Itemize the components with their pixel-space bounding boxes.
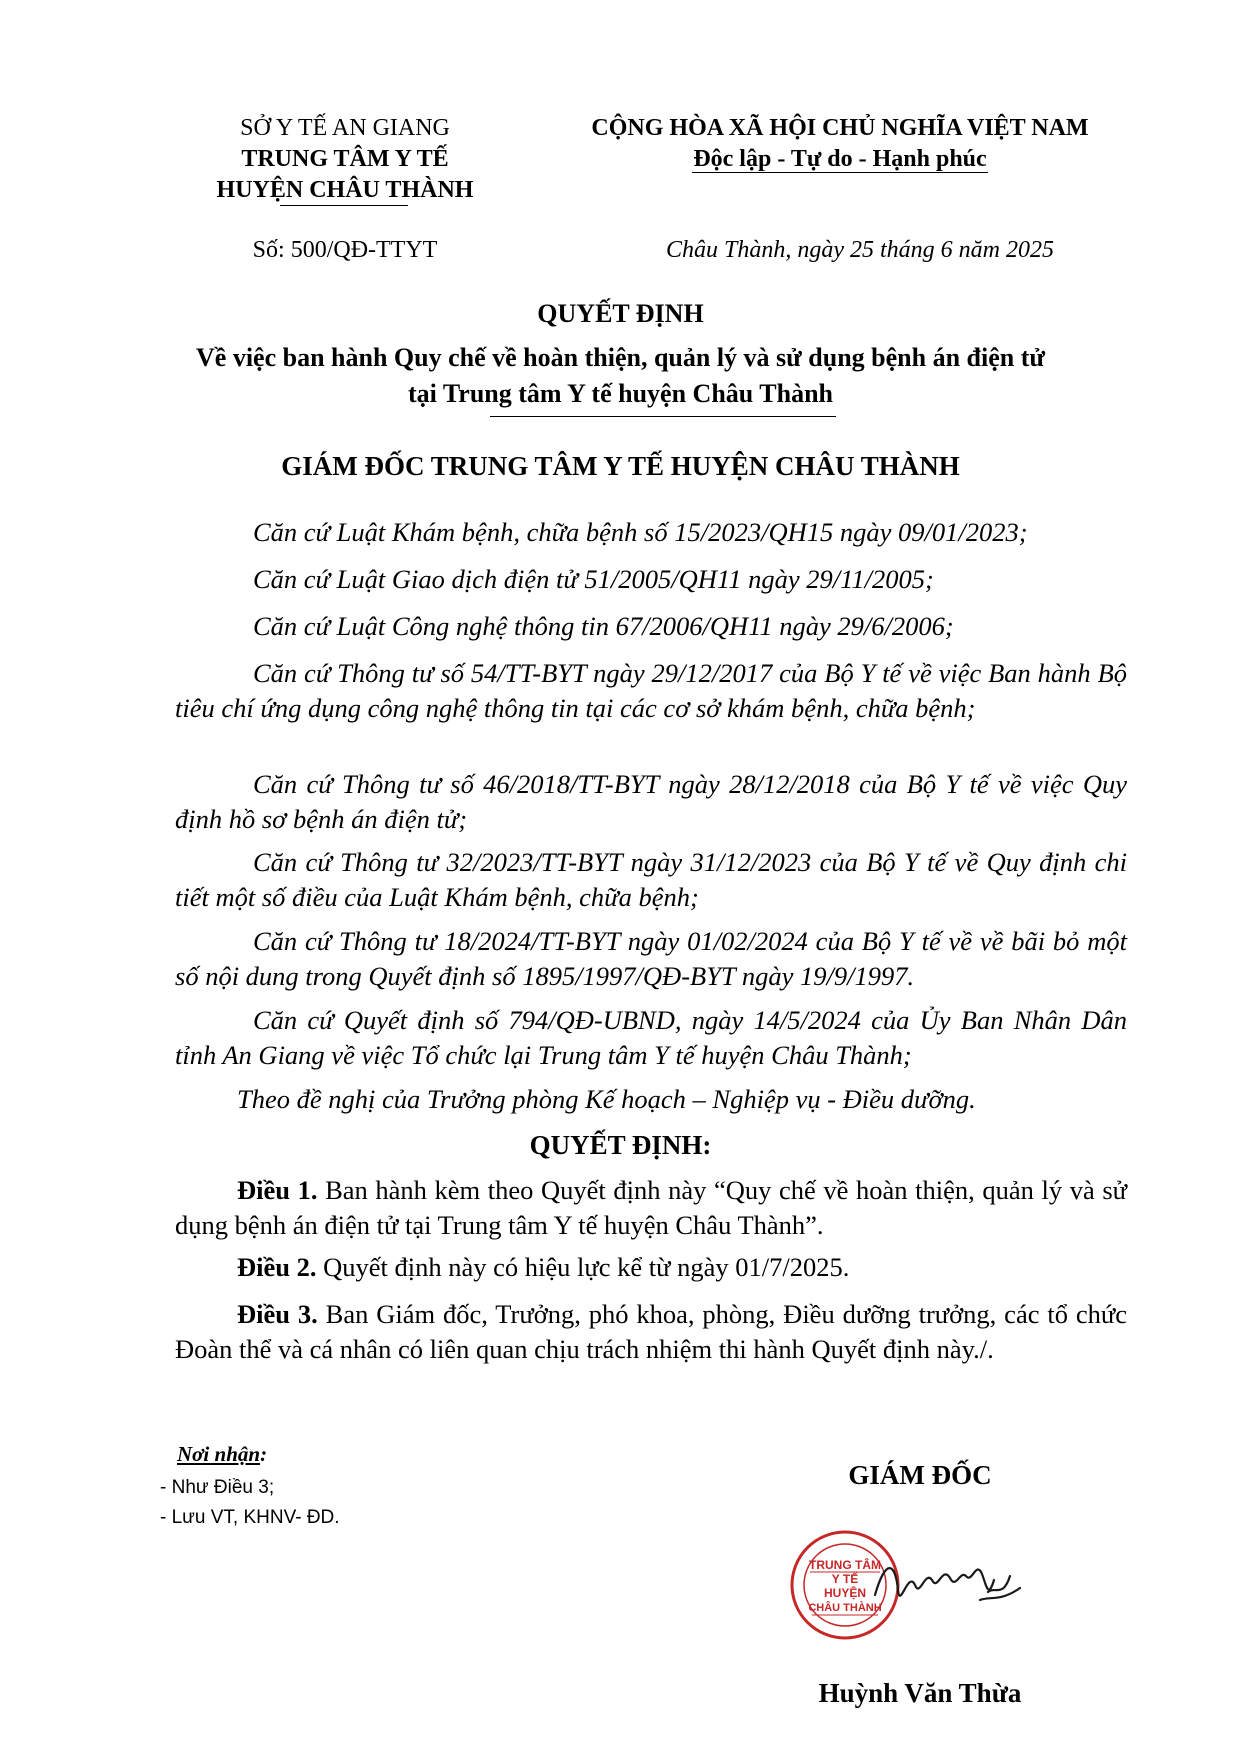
- motto: Độc lập - Tự do - Hạnh phúc: [693, 146, 987, 172]
- seal-text-2: Y TẾ: [831, 1572, 859, 1586]
- recipients-title: [177, 1442, 267, 1467]
- signer-position: GIÁM ĐỐC: [848, 1460, 992, 1490]
- agency-underline: [280, 205, 408, 206]
- legal-basis-7: Căn cứ Thông tư 18/2024/TT-BYT ngày 01/02/2024 của Bộ Y tế về về bãi bỏ một số nội dung trong Quyết định số 1895/1997/QĐ-BYT ngày 19/9/1997.: [175, 926, 1127, 991]
- article-3-label: Điều 3.: [237, 1299, 318, 1329]
- article-1: [175, 1173, 1127, 1243]
- article-2: [175, 1250, 1127, 1285]
- agency-name-line1: TRUNG TÂM Y TẾ: [241, 146, 449, 172]
- legal-basis-6: Căn cứ Thông tư 32/2023/TT-BYT ngày 31/12/2023 của Bộ Y tế về Quy định chi tiết một số điều của Luật Khám bệnh, chữa bệnh;: [175, 847, 1127, 912]
- seal-text-1: TRUNG TÂM: [809, 1558, 881, 1572]
- article-1-label: Điều 1.: [237, 1175, 318, 1205]
- recipient-item: - Như Điều 3;: [160, 1477, 275, 1498]
- article-2-label: Điều 2.: [237, 1252, 317, 1282]
- agency-name-line2: HUYỆN CHÂU THÀNH: [216, 177, 474, 203]
- issuing-authority: GIÁM ĐỐC TRUNG TÂM Y TẾ HUYỆN CHÂU THÀNH: [281, 451, 960, 481]
- legal-basis-4: Căn cứ Thông tư số 54/TT-BYT ngày 29/12/2017 của Bộ Y tế về việc Ban hành Bộ tiêu chí ứng dụng công nghệ thông tin tại các cơ sở khám bệnh, chữa bệnh;: [175, 658, 1127, 723]
- article-2-text: Quyết định này có hiệu lực kể từ ngày 01/7/2025.: [316, 1252, 850, 1282]
- title-underline: [490, 416, 836, 417]
- legal-basis-8: Căn cứ Quyết định số 794/QĐ-UBND, ngày 14/5/2024 của Ủy Ban Nhân Dân tỉnh An Giang về việc Tổ chức lại Trung tâm Y tế huyện Châu Thành;: [175, 1005, 1127, 1070]
- document-date: Châu Thành, ngày 25 tháng 6 năm 2025: [665, 237, 1054, 263]
- subject-line-1: Về việc ban hành Quy chế về hoàn thiện, quản lý và sử dụng bệnh án điện tử: [196, 343, 1045, 372]
- document-title: QUYẾT ĐỊNH: [537, 299, 704, 328]
- parent-agency: SỞ Y TẾ AN GIANG: [240, 115, 450, 141]
- legal-basis-1: Căn cứ Luật Khám bệnh, chữa bệnh số 15/2023/QH15 ngày 09/01/2023;: [253, 517, 1028, 547]
- recipient-item: - Lưu VT, KHNV- ĐD.: [160, 1507, 340, 1528]
- legal-basis-5: Căn cứ Thông tư số 46/2018/TT-BYT ngày 28/12/2018 của Bộ Y tế về việc Quy định hồ sơ bệnh án điện tử;: [175, 769, 1127, 834]
- country-name: CỘNG HÒA XÃ HỘI CHỦ NGHĨA VIỆT NAM: [591, 115, 1089, 141]
- recipients-title-text: Nơi nhận: [177, 1442, 261, 1466]
- proposal-basis: Theo đề nghị của Trưởng phòng Kế hoạch – Nghiệp vụ - Điều dưỡng.: [237, 1084, 976, 1114]
- signature-graphic: [870, 1540, 1050, 1630]
- seal-text-3: HUYỆN: [823, 1586, 867, 1600]
- legal-basis-2: Căn cứ Luật Giao dịch điện tử 51/2005/QH11 ngày 29/11/2005;: [253, 564, 934, 594]
- document-number: Số: 500/QĐ-TTYT: [252, 237, 438, 263]
- signer-name: Huỳnh Văn Thừa: [818, 1678, 1022, 1708]
- subject-line-2: tại Trung tâm Y tế huyện Châu Thành: [407, 379, 833, 408]
- article-3-text: Ban Giám đốc, Trưởng, phó khoa, phòng, Điều dưỡng trưởng, các tổ chức Đoàn thể và cá nhân có liên quan chịu trách nhiệm thi hành Quyết định này./.: [175, 1299, 1127, 1364]
- handwritten-signature: [870, 1540, 1050, 1630]
- article-3: [175, 1297, 1127, 1367]
- motto-underline: [692, 172, 988, 173]
- document-subject: [60, 340, 1181, 412]
- issuing-agency-block: [160, 113, 530, 206]
- national-motto-block: [560, 113, 1120, 175]
- article-1-text: Ban hành kèm theo Quyết định này “Quy chế về hoàn thiện, quản lý và sử dụng bệnh án điện tử tại Trung tâm Y tế huyện Châu Thành”.: [175, 1175, 1128, 1240]
- recipients-title-colon: :: [260, 1442, 268, 1466]
- seal-text-4: CHÂU THÀNH: [808, 1602, 882, 1614]
- legal-basis-3: Căn cứ Luật Công nghệ thông tin 67/2006/QH11 ngày 29/6/2006;: [253, 611, 954, 641]
- decision-heading: QUYẾT ĐỊNH:: [529, 1130, 712, 1160]
